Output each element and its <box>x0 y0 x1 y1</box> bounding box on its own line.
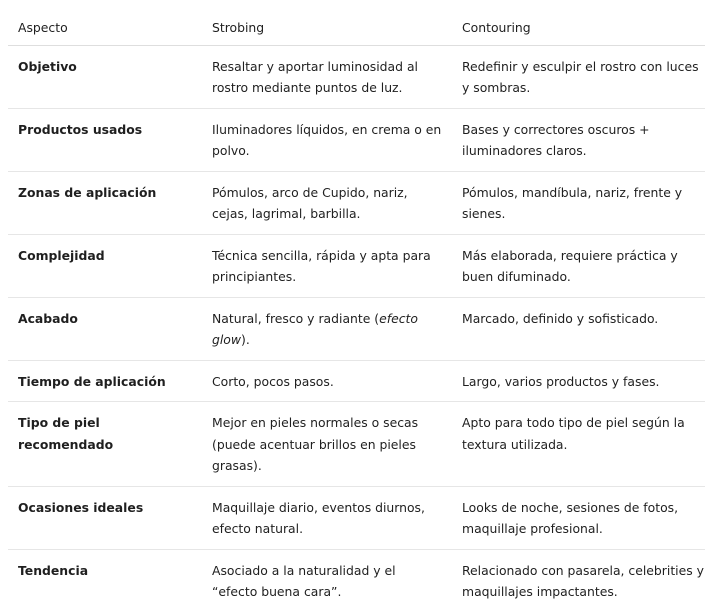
row-contouring: Marcado, definido y sofisticado. <box>452 297 705 360</box>
row-strobing <box>202 297 452 360</box>
row-strobing: Maquillaje diario, eventos diurnos, efecto natural. <box>202 486 452 549</box>
header-aspecto: Aspecto <box>8 10 202 45</box>
row-aspect: Tiempo de aplicación <box>8 360 202 402</box>
row-contouring: Apto para todo tipo de piel según la textura utilizada. <box>452 402 705 487</box>
row-strobing: Resaltar y aportar luminosidad al rostro mediante puntos de luz. <box>202 45 452 108</box>
row-contouring: Pómulos, mandíbula, nariz, frente y sienes. <box>452 171 705 234</box>
row-aspect: Tipo de piel recomendado <box>8 402 202 487</box>
row-contouring: Largo, varios productos y fases. <box>452 360 705 402</box>
table-row <box>8 402 705 487</box>
header-strobing: Strobing <box>202 10 452 45</box>
table-row <box>8 108 705 171</box>
comparison-table <box>8 10 705 612</box>
row-strobing: Asociado a la naturalidad y el “efecto buena cara”. <box>212 562 396 599</box>
table-header <box>8 10 705 45</box>
row-strobing: Pómulos, arco de Cupido, nariz, cejas, lagrimal, barbilla. <box>202 171 452 234</box>
row-strobing: Corto, pocos pasos. <box>202 360 452 402</box>
table-row <box>8 234 705 297</box>
row-contouring: Bases y correctores oscuros + iluminadores claros. <box>452 108 705 171</box>
row-strobing: Iluminadores líquidos, en crema o en polvo. <box>202 108 452 171</box>
row-strobing: Mejor en pieles normales o secas (puede acentuar brillos en pieles grasas). <box>202 402 452 487</box>
row-aspect: Tendencia <box>18 562 89 578</box>
row-aspect: Ocasiones ideales <box>8 486 202 549</box>
row-contouring: Looks de noche, sesiones de fotos, maquillaje profesional. <box>452 486 705 549</box>
strobing-emphasis: efecto glow <box>212 310 419 347</box>
table-row <box>8 171 705 234</box>
table-row <box>8 297 705 360</box>
row-contouring: Redefinir y esculpir el rostro con luces y sombras. <box>452 45 705 108</box>
table-row <box>8 549 705 612</box>
row-contouring: Más elaborada, requiere práctica y buen difuminado. <box>452 234 705 297</box>
header-row <box>8 10 705 45</box>
row-aspect: Acabado <box>8 297 202 360</box>
row-aspect: Zonas de aplicación <box>8 171 202 234</box>
table-row <box>8 360 705 402</box>
header-contouring: Contouring <box>452 10 705 45</box>
table-row <box>8 486 705 549</box>
row-aspect: Complejidad <box>8 234 202 297</box>
table-body <box>8 45 705 612</box>
table-row <box>8 45 705 108</box>
strobing-prefix: Natural, fresco y radiante ( <box>212 310 380 326</box>
row-strobing: Técnica sencilla, rápida y apta para principiantes. <box>202 234 452 297</box>
row-aspect: Productos usados <box>8 108 202 171</box>
row-contouring: Relacionado con pasarela, celebrities y maquillajes impactantes. <box>462 562 704 599</box>
row-aspect: Objetivo <box>8 45 202 108</box>
strobing-suffix: ). <box>241 332 250 347</box>
